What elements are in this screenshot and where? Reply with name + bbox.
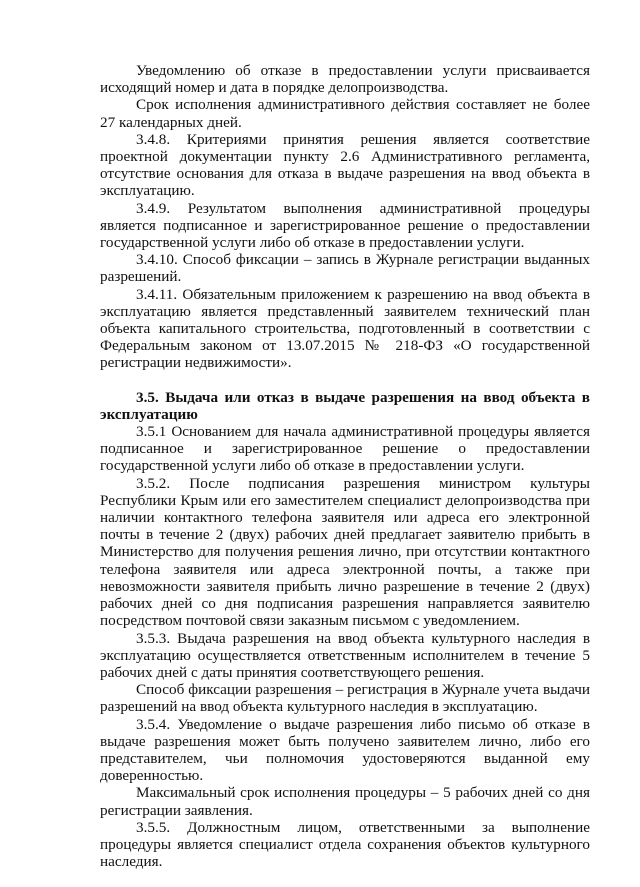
paragraph: Максимальный срок исполнения процедуры – 5 рабочих дней со дня регистрации заявления. [100,784,590,819]
paragraph: 3.4.8. Критериями принятия решения является соответствие проектной документации пункту 2.6 Административного регламента, отсутствие основания для отказа в выдаче разрешения на ввод объекта в эксплуатацию. [100,130,590,200]
paragraph: 3.5.1 Основанием для начала административной процедуры является подписанное и зарегистрированное решение о предоставлении государственной услуги либо об отказе в предоставлении услуги. [100,423,590,475]
paragraph: 3.5.5. Должностным лицом, ответственными за выполнение процедуры является специалист отдела сохранения объектов культурного наследия. [100,818,590,871]
document-body [100,62,590,870]
paragraph: Способ фиксации разрешения – регистрация в Журнале учета выдачи разрешений на ввод объекта культурного наследия в эксплуатацию. [100,681,590,716]
paragraph: 3.5.2. После подписания разрешения министром культуры Республики Крым или его заместителем специалист делопроизводства при наличии контактного телефона заявителя или адреса его электронной почты в течение 2 (двух) рабочих дней предлагает заявителю прибыть в Министерство для получения решения лично, при отсутствии контактного телефона заявителя или адреса электронной почты, а также при невозможности заявителя прибыть лично разрешение в течение 2 (двух) рабочих дней со дня подписания разрешения направляется заявителю посредством почтовой связи заказным письмом с уведомлением. [100,474,590,630]
paragraph: Уведомлению об отказе в предоставлении услуги присваивается исходящий номер и дата в порядке делопроизводства. [100,62,590,97]
paragraph: 3.4.11. Обязательным приложением к разрешению на ввод объекта в эксплуатацию является представленный заявителем технический план объекта капитального строительства, подготовленный в соответствии с Федеральным законом от 13.07.2015 № 218-ФЗ «О государственной регистрации недвижимости». [100,285,590,372]
paragraph: 3.5.4. Уведомление о выдаче разрешения либо письмо об отказе в выдаче разрешения может быть получено заявителем лично, либо его представителем, чьи полномочия удостоверяются выданной ему доверенностью. [100,715,590,785]
paragraph: 3.5.3. Выдача разрешения на ввод объекта культурного наследия в эксплуатацию осуществляется ответственным исполнителем в течение 5 рабочих дней с даты принятия соответствующего решения. [100,629,590,681]
paragraph: 3.4.9. Результатом выполнения административной процедуры является подписанное и зарегистрированное решение о предоставлении государственной услуги либо об отказе в предоставлении услуги. [100,199,590,252]
paragraph: Срок исполнения административного действия составляет не более 27 календарных дней. [100,96,590,131]
section-heading: 3.5. Выдача или отказ в выдаче разрешения на ввод объекта в эксплуатацию [100,388,590,423]
paragraph: 3.4.10. Способ фиксации – запись в Журнале регистрации выданных разрешений. [100,251,590,286]
